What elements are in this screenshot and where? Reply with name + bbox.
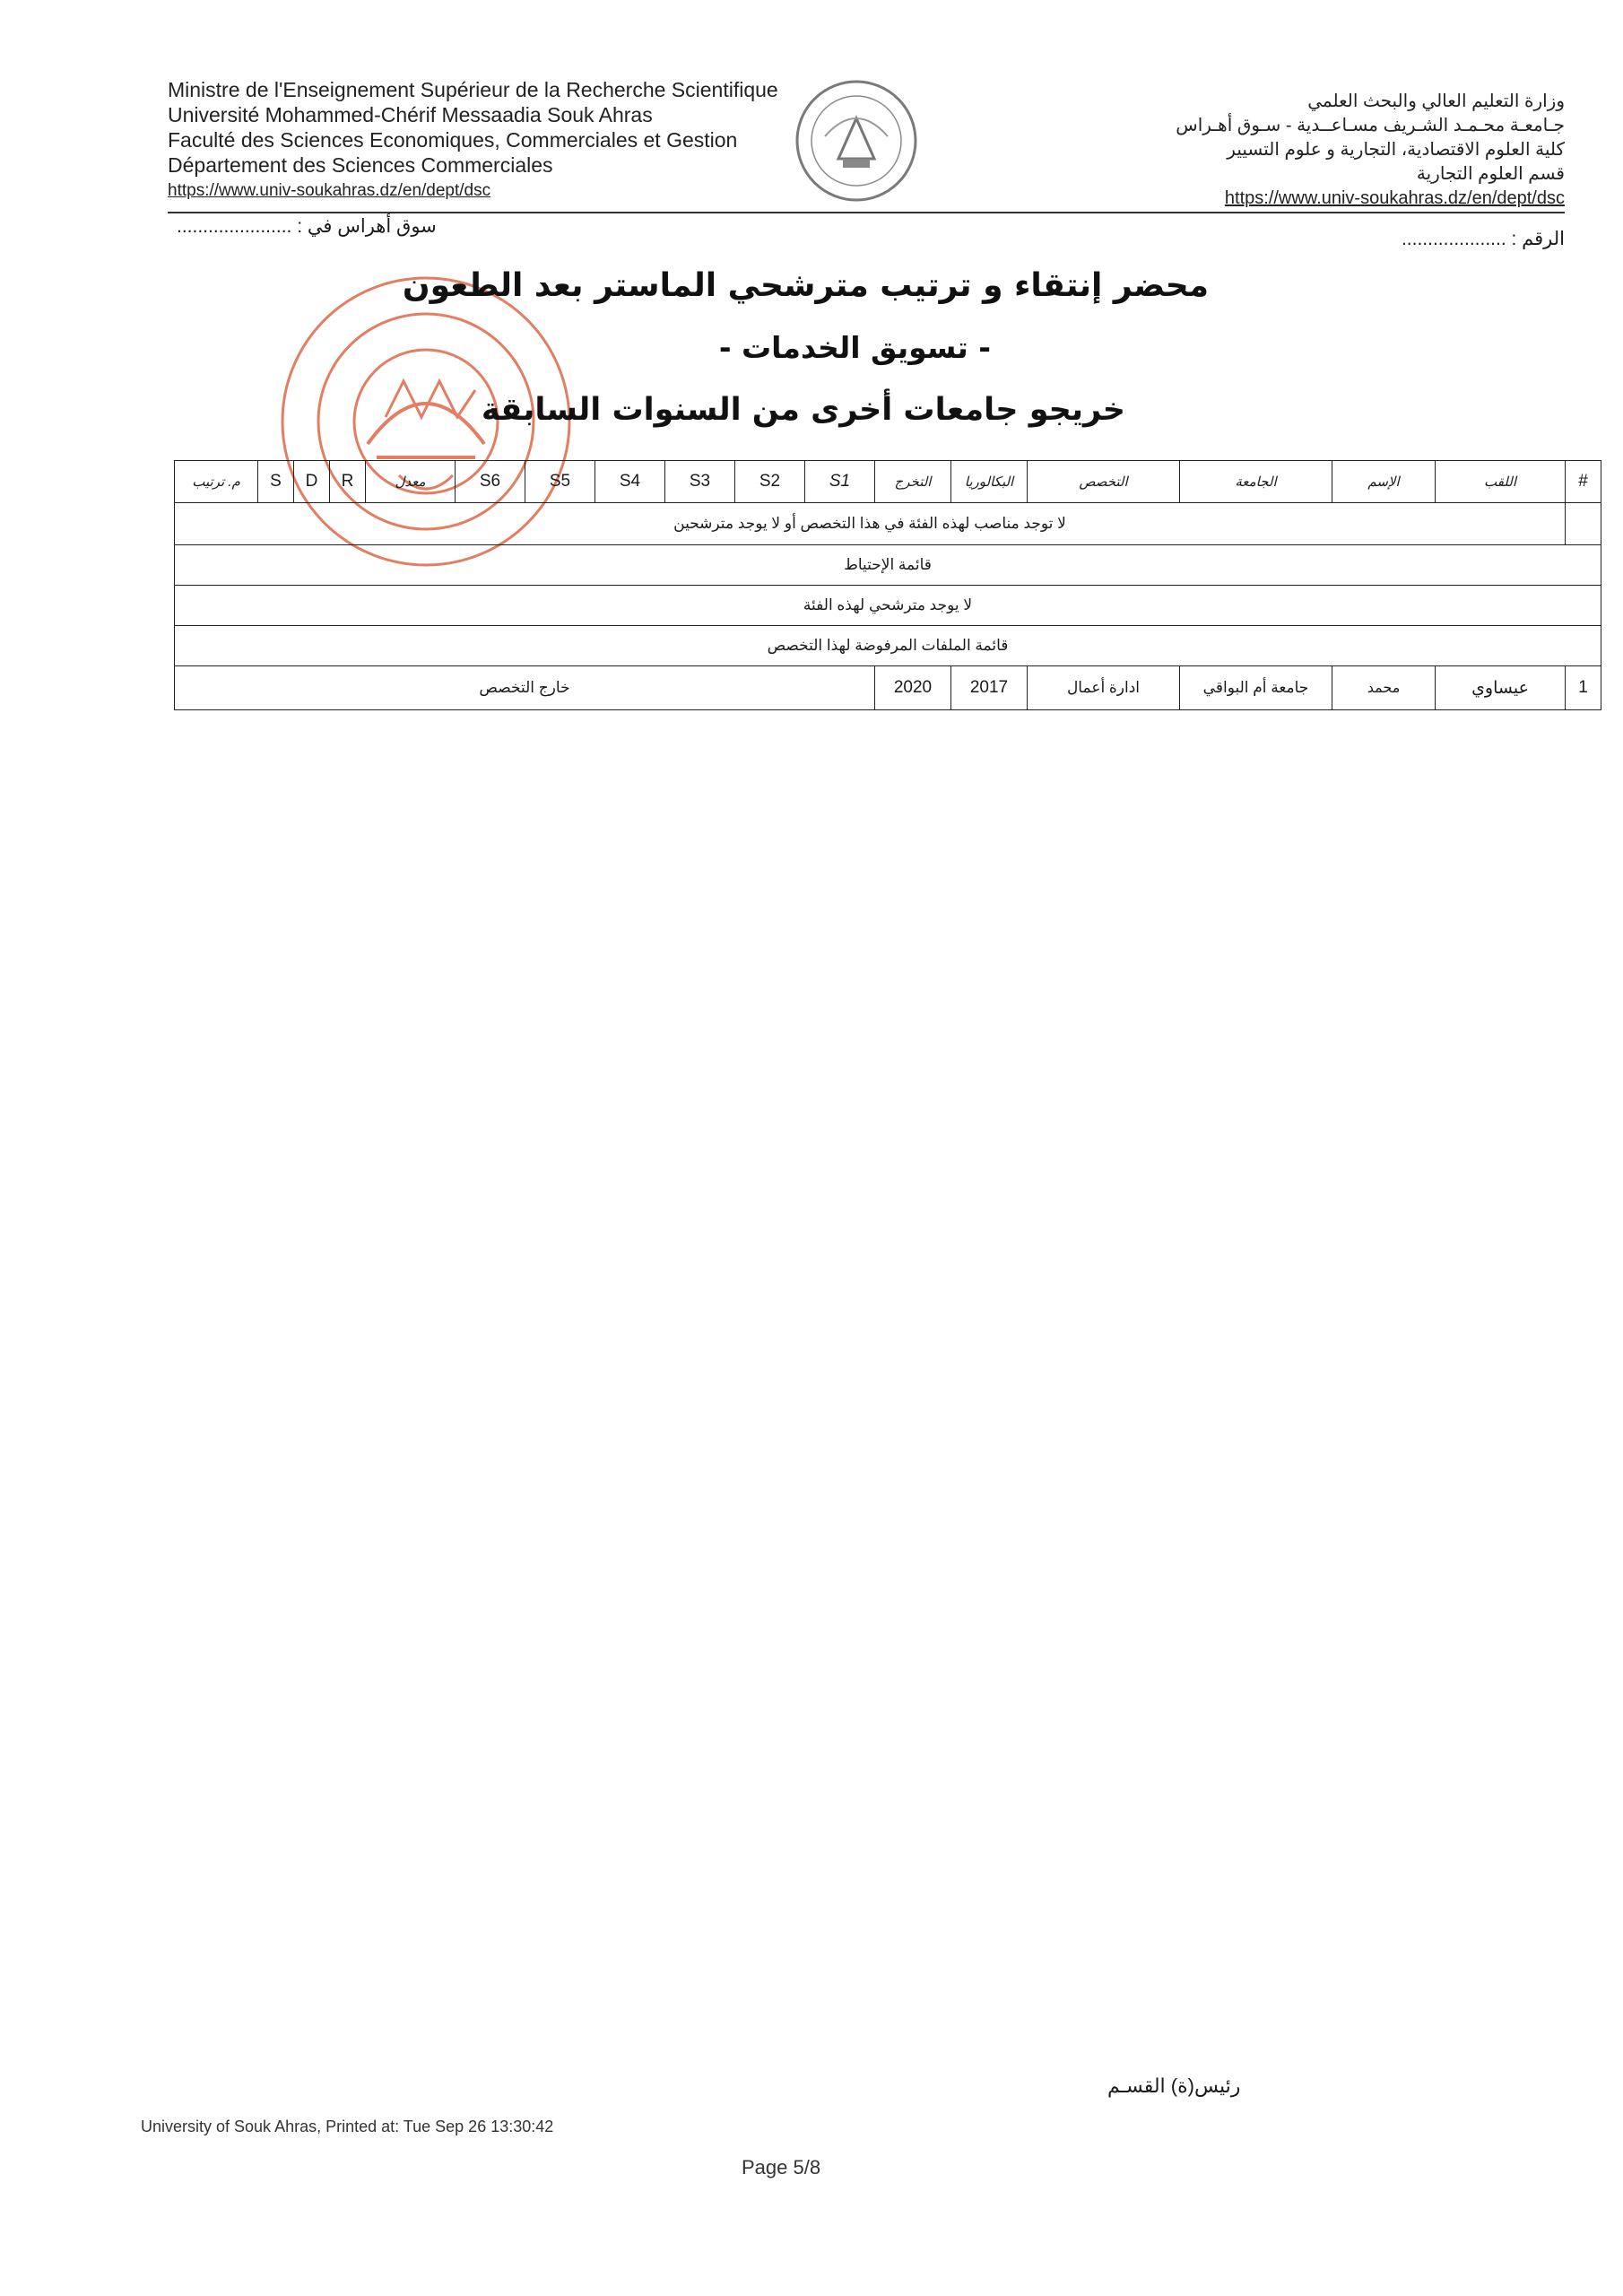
section-row-no-candidates [175, 586, 1601, 626]
section-label-reserve: قائمة الإحتياط [175, 545, 1601, 586]
header-fr-faculty: Faculté des Sciences Economiques, Commerciales et Gestion [168, 128, 738, 152]
col-header-s3: S3 [665, 461, 735, 503]
page-title: محضر إنتقاء و ترتيب مترشحي الماستر بعد الطعون [402, 267, 1209, 304]
table-row [175, 666, 1601, 710]
reference-field: الرقم : .................... [1401, 229, 1565, 249]
section-label-no-positions: لا توجد مناصب لهذه الفئة في هذا التخصص أو لا يوجد مترشحين [175, 503, 1566, 545]
table-header-row [175, 461, 1601, 503]
col-header-surname: اللقب [1436, 461, 1566, 503]
header-ar-department: قسم العلوم التجارية [1416, 164, 1565, 184]
col-header-s1: S1 [805, 461, 875, 503]
cell-number: 1 [1566, 666, 1601, 710]
date-field: سوق أهراس في : ...................... [177, 216, 437, 237]
page-subtitle-category: خريجو جامعات أخرى من السنوات السابقة [481, 392, 1125, 428]
signature-label: رئيس(ة) القسـم [1107, 2074, 1241, 2097]
cell-university: جامعة أم البواقي [1180, 666, 1332, 710]
col-header-specialty: التخصص [1028, 461, 1180, 503]
page-number: Page 5/8 [742, 2156, 821, 2179]
cell-name: محمد [1332, 666, 1436, 710]
cell-bac-year: 2017 [951, 666, 1028, 710]
candidates-table [174, 460, 1601, 710]
university-seal-icon [789, 74, 924, 208]
col-header-s2: S2 [735, 461, 805, 503]
col-header-rank: م. ترتيب [175, 461, 258, 503]
header-ar-url[interactable]: https://www.univ-soukahras.dz/en/dept/dsc [1224, 188, 1565, 208]
header-divider [168, 212, 1565, 213]
col-header-average: معدل [366, 461, 456, 503]
page-subtitle-specialty: - تسويق الخدمات - [718, 330, 991, 365]
col-header-number: # [1566, 461, 1601, 503]
header-fr-ministry: Ministre de l'Enseignement Supérieur de la Recherche Scientifique [168, 78, 778, 101]
printed-timestamp: University of Souk Ahras, Printed at: Tue Sep 26 13:30:42 [141, 2118, 554, 2135]
col-header-s4: S4 [595, 461, 665, 503]
section-label-rejected: قائمة الملفات المرفوضة لهذا التخصص [175, 626, 1601, 666]
header-fr-url[interactable]: https://www.univ-soukahras.dz/en/dept/dsc [168, 181, 491, 200]
col-header-graduation: التخرج [875, 461, 951, 503]
col-header-d: D [294, 461, 330, 503]
section-row-reserve [175, 545, 1601, 586]
cell-surname: عيساوي [1436, 666, 1566, 710]
header-ar-faculty: كلية العلوم الاقتصادية، التجارية و علوم التسيير [1227, 140, 1565, 160]
col-header-bac: البكالوريا [951, 461, 1028, 503]
header-ar-university: جـامعـة محـمـد الشـريف مسـاعــدية - سـوق أهـراس [1176, 116, 1565, 135]
section-row-rejected [175, 626, 1601, 666]
header-fr-university: Université Mohammed-Chérif Messaadia Souk Ahras [168, 103, 653, 126]
cell-remark: خارج التخصص [175, 666, 875, 710]
col-header-name: الإسم [1332, 461, 1436, 503]
cell-specialty: ادارة أعمال [1028, 666, 1180, 710]
header-ar-ministry: وزارة التعليم العالي والبحث العلمي [1307, 91, 1565, 111]
section-label-no-candidates: لا يوجد مترشحي لهذه الفئة [175, 586, 1601, 626]
section-row-no-positions [175, 503, 1601, 545]
cell-graduation-year: 2020 [875, 666, 951, 710]
col-header-r: R [330, 461, 366, 503]
header-fr-department: Département des Sciences Commerciales [168, 153, 553, 177]
col-header-university: الجامعة [1180, 461, 1332, 503]
col-header-s: S [258, 461, 294, 503]
col-header-s5: S5 [525, 461, 595, 503]
col-header-s6: S6 [456, 461, 525, 503]
